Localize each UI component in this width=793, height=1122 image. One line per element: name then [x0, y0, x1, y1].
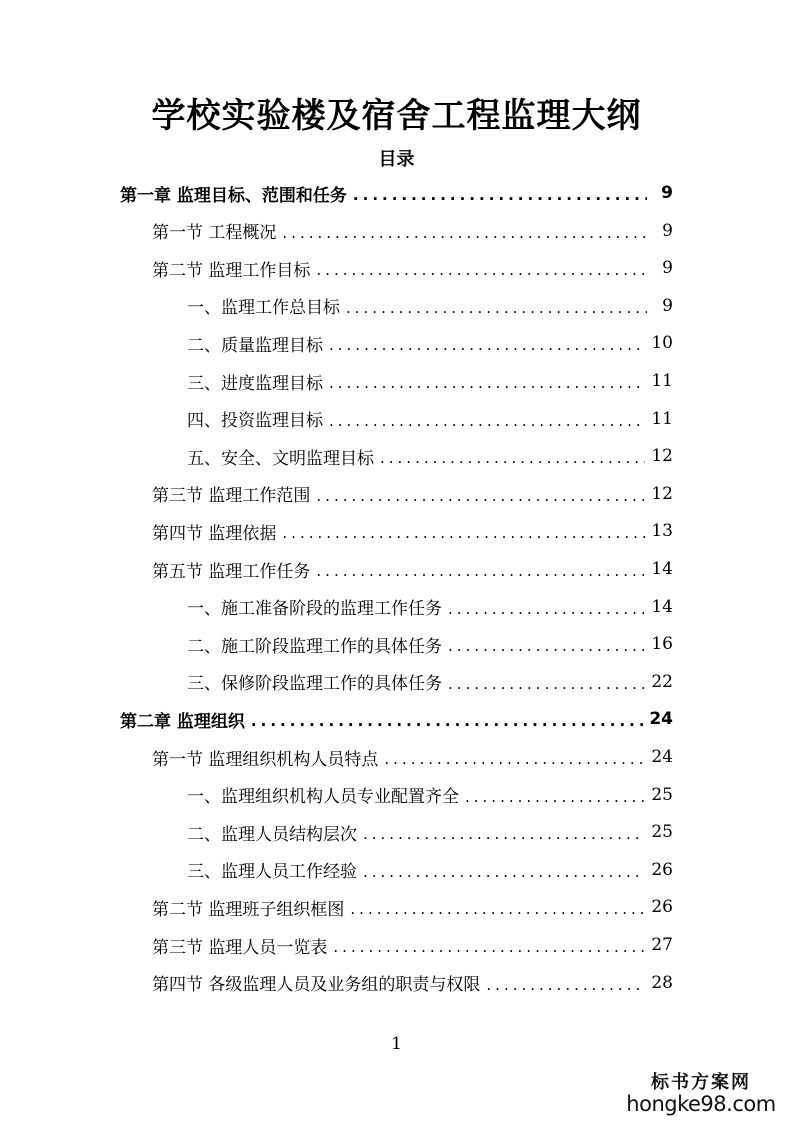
toc-section-entry[interactable]: [152, 892, 673, 922]
toc-entry-title: 三、保修阶段监理工作的具体任务: [187, 674, 442, 695]
toc-entry-title: 一、施工准备阶段的监理工作任务: [187, 599, 442, 620]
toc-subsection-entry[interactable]: [187, 855, 673, 885]
toc-entry-page: 12: [651, 446, 673, 467]
toc-entry-title: 第四节 各级监理人员及业务组的职责与权限: [152, 975, 481, 996]
toc-subsection-entry[interactable]: [187, 629, 673, 659]
toc-entry-page: 24: [651, 747, 673, 767]
toc-entry-page: 12: [651, 483, 673, 504]
toc-entry-page: 26: [651, 897, 673, 918]
toc-entry-title: 二、监理人员结构层次: [187, 824, 357, 845]
toc-dot-leader: [333, 934, 645, 956]
toc-section-entry[interactable]: [152, 742, 673, 772]
toc-entry-title: 第二节 监理工作目标: [152, 260, 311, 281]
toc-entry-page: 11: [651, 371, 673, 391]
toc-entry-title: 二、施工阶段监理工作的具体任务: [187, 636, 442, 657]
toc-entry-title: 第三节 监理工作范围: [152, 486, 311, 507]
toc-heading: 目录: [378, 149, 415, 170]
toc-dot-leader: [448, 633, 645, 655]
toc-dot-leader: [316, 257, 647, 279]
toc-entry-page: 9: [662, 295, 673, 316]
toc-subsection-entry[interactable]: [187, 667, 673, 697]
toc-section-entry[interactable]: [152, 930, 673, 960]
toc-subsection-entry[interactable]: [187, 817, 673, 847]
toc-dot-leader: [353, 182, 647, 204]
toc-entry-title: 第一节 监理组织机构人员特点: [152, 749, 379, 770]
site-watermark: [621, 1068, 781, 1116]
toc-chapter-entry[interactable]: [120, 704, 673, 734]
toc-section-entry[interactable]: [152, 253, 673, 283]
toc-dot-leader: [329, 370, 645, 392]
toc-subsection-entry[interactable]: [187, 291, 673, 321]
watermark-name: 标书方案网: [651, 1072, 751, 1093]
toc-dot-leader: [465, 784, 645, 806]
toc-subsection-entry[interactable]: [187, 366, 673, 396]
toc-entry-page: 9: [662, 220, 673, 241]
toc-section-entry[interactable]: [152, 968, 673, 998]
toc-dot-leader: [363, 821, 645, 843]
toc-entry-title: 第一节 工程概况: [152, 223, 277, 244]
toc-dot-leader: [282, 220, 647, 242]
toc-entry-page: 22: [651, 671, 673, 692]
toc-dot-leader: [384, 746, 645, 768]
toc-entry-title: 一、监理组织机构人员专业配置齐全: [187, 787, 459, 808]
toc-entry-page: 28: [651, 972, 673, 993]
toc-dot-leader: [316, 558, 645, 580]
toc-subsection-entry[interactable]: [187, 592, 673, 622]
toc-dot-leader: [486, 972, 645, 994]
toc-dot-leader: [350, 896, 645, 918]
toc-subsection-entry[interactable]: [187, 780, 673, 810]
toc-entry-title: 第四节 监理依据: [152, 523, 277, 544]
toc-entry-page: 14: [651, 596, 673, 617]
toc-entry-title: 三、进度监理目标: [187, 373, 323, 394]
toc-entry-page: 25: [651, 784, 673, 805]
toc-dot-leader: [251, 708, 643, 730]
toc-entry-title: 第二节 监理班子组织框图: [152, 899, 345, 920]
toc-dot-leader: [448, 596, 645, 618]
toc-dot-leader: [316, 483, 645, 505]
toc-entry-title: 第二章 监理组织: [120, 711, 245, 732]
toc-section-entry[interactable]: [152, 479, 673, 509]
toc-dot-leader: [448, 671, 645, 693]
toc-entry-title: 第五节 监理工作任务: [152, 561, 311, 582]
toc-entry-title: 二、质量监理目标: [187, 335, 323, 356]
toc-dot-leader: [346, 295, 647, 317]
document-title: 学校实验楼及宿舍工程监理大纲: [151, 96, 642, 136]
toc-chapter-entry[interactable]: [120, 178, 673, 208]
toc-dot-leader: [380, 445, 645, 467]
toc-entry-title: 四、投资监理目标: [187, 411, 323, 432]
toc-entry-page: 13: [651, 521, 673, 542]
toc-dot-leader: [329, 408, 645, 430]
toc-dot-leader: [363, 859, 645, 881]
toc-entry-title: 第一章 监理目标、范围和任务: [120, 185, 347, 206]
toc-subsection-entry[interactable]: [187, 404, 673, 434]
toc-entry-page: 9: [662, 258, 673, 279]
toc-entry-page: 24: [649, 709, 673, 730]
toc-dot-leader: [329, 332, 645, 354]
watermark-url: hongke98.com: [626, 1092, 776, 1116]
toc-subsection-entry[interactable]: [187, 441, 673, 471]
toc-entry-page: 27: [651, 935, 673, 955]
toc-entry-page: 9: [661, 183, 673, 203]
toc-section-entry[interactable]: [152, 216, 673, 246]
toc-section-entry[interactable]: [152, 516, 673, 546]
toc-entry-page: 16: [651, 634, 673, 655]
toc-entry-page: 26: [651, 859, 673, 880]
toc-dot-leader: [282, 520, 645, 542]
toc-entry-page: 14: [651, 559, 673, 579]
toc-entry-page: 25: [651, 822, 673, 843]
toc-entry-title: 第三节 监理人员一览表: [152, 937, 328, 958]
toc-entry-title: 五、安全、文明监理目标: [187, 448, 374, 469]
toc-subsection-entry[interactable]: [187, 328, 673, 358]
page-number: 1: [391, 1034, 402, 1054]
toc-entry-title: 三、监理人员工作经验: [187, 862, 357, 883]
toc-entry-page: 11: [651, 408, 673, 429]
toc-entry-page: 10: [651, 333, 673, 354]
toc-section-entry[interactable]: [152, 554, 673, 584]
toc-entry-title: 一、监理工作总目标: [187, 298, 340, 319]
